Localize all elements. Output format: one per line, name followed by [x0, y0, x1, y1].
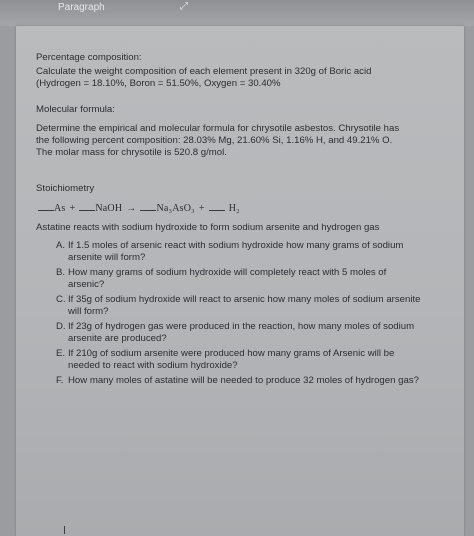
question-line: arsenite will form? [68, 252, 146, 263]
list-marker: F. [56, 375, 64, 386]
question-line: If 23g of hydrogen gas were produced in the reaction, how many moles of sodium [68, 321, 415, 332]
paragraph-style-dropdown[interactable]: Paragraph [58, 2, 105, 13]
question-line: If 35g of sodium hydroxide will react to arsenic how many moles of sodium arsenite [68, 294, 421, 305]
list-item [56, 267, 456, 291]
list-item [56, 240, 456, 264]
coefficient-blank [38, 202, 54, 211]
percentage-composition-section [36, 52, 456, 90]
section-heading: Stoichiometry [36, 183, 95, 194]
reaction-arrow: → [126, 203, 137, 214]
list-item [56, 348, 456, 372]
product-hydrogen: H₂ [228, 203, 240, 214]
question-line: If 1.5 moles of arsenic react with sodium hydroxide how many grams of sodium [68, 240, 404, 251]
document-page [16, 26, 464, 536]
chemical-equation [38, 202, 456, 215]
question-line: will form? [68, 306, 109, 317]
list-marker: B. [56, 267, 66, 278]
question-line: arsenite are produced? [68, 333, 167, 344]
list-item [56, 375, 456, 387]
section-heading: Percentage composition: [36, 52, 142, 63]
paragraph-line: Determine the empirical and molecular formula for chrysotile asbestos. Chrysotile has [36, 123, 400, 134]
stoichiometry-section [36, 183, 456, 387]
list-item [56, 321, 456, 345]
question-line: If 210g of sodium arsenite were produced how many grams of Arsenic will be [68, 348, 395, 359]
list-marker: A. [56, 240, 66, 251]
plus-sign: + [69, 203, 76, 214]
expand-icon[interactable]: ⤢ [180, 1, 188, 12]
question-line: needed to react with sodium hydroxide? [68, 360, 238, 371]
reactant-naoh: NaOH [95, 203, 123, 214]
coefficient-blank [209, 202, 225, 211]
list-marker: E. [56, 348, 66, 359]
paragraph-line: The molar mass for chrysotile is 520.8 g/mol. [36, 147, 227, 158]
question-line: How many moles of astatine will be needed to produce 32 moles of hydrogen gas? [68, 375, 419, 386]
paragraph-line: (Hydrogen = 18.10%, Boron = 51.50%, Oxygen = 30.40% [36, 78, 281, 89]
paragraph-line: Calculate the weight composition of each element present in 320g of Boric acid [36, 66, 372, 77]
section-heading: Molecular formula: [36, 104, 115, 115]
list-marker: C. [56, 294, 66, 305]
reactant-arsenic: As [54, 203, 66, 214]
coefficient-blank [140, 202, 156, 211]
plus-sign: + [198, 203, 205, 214]
list-item [56, 294, 456, 318]
question-line: How many grams of sodium hydroxide will completely react with 5 moles of [68, 267, 387, 278]
text-cursor [64, 526, 65, 534]
question-line: arsenic? [68, 279, 105, 290]
list-marker: D. [56, 321, 66, 332]
editor-toolbar [0, 0, 474, 26]
molecular-formula-section [36, 104, 456, 159]
document-content[interactable] [36, 52, 456, 399]
paragraph-line: the following percent composition: 28.03% Mg, 21.60% Si, 1.16% H, and 49.21% O. [36, 135, 393, 146]
reaction-description: Astatine reacts with sodium hydroxide to form sodium arsenite and hydrogen gas [36, 222, 380, 233]
product-sodium-arsenite: Na₃AsO₃ [156, 203, 195, 214]
question-list [36, 240, 456, 387]
coefficient-blank [79, 202, 95, 211]
